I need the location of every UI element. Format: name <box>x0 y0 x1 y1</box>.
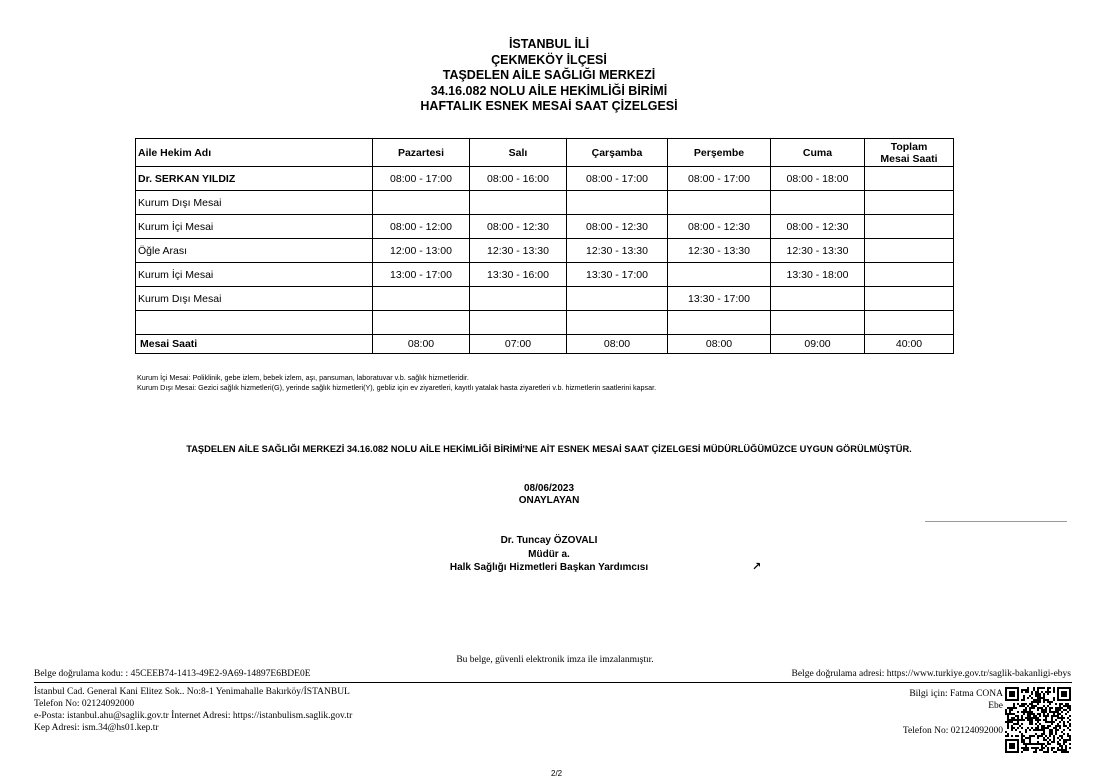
table-cell <box>865 167 954 191</box>
table-cell <box>865 311 954 335</box>
table-row <box>136 263 954 287</box>
table-cell: 12:30 - 13:30 <box>567 239 668 263</box>
info-title: Ebe <box>988 701 1003 711</box>
total-cell: 08:00 <box>373 335 470 354</box>
row-label: Kurum İçi Mesai <box>136 263 373 287</box>
table-cell <box>865 215 954 239</box>
signer-title: Müdür a. <box>528 548 570 560</box>
table-cell <box>373 191 470 215</box>
row-label: Kurum Dışı Mesai <box>136 287 373 311</box>
center-title: TAŞDELEN AİLE SAĞLIĞI MERKEZİ <box>442 68 656 82</box>
total-cell: 09:00 <box>771 335 865 354</box>
info-contact: Bilgi için: Fatma CONA <box>909 689 1003 699</box>
total-cell: 40:00 <box>865 335 954 354</box>
column-header: Salı <box>470 139 567 167</box>
table-cell: 12:00 - 13:00 <box>373 239 470 263</box>
table-cell: 08:00 - 12:30 <box>567 215 668 239</box>
table-cell: 08:00 - 18:00 <box>771 167 865 191</box>
province-title: İSTANBUL İLİ <box>508 37 590 51</box>
table-cell: 08:00 - 12:00 <box>373 215 470 239</box>
table-row <box>136 191 954 215</box>
table-cell: 08:00 - 12:30 <box>771 215 865 239</box>
table-cell: 13:00 - 17:00 <box>373 263 470 287</box>
table-cell <box>668 263 771 287</box>
footer-phone: Telefon No: 02124092000 <box>34 699 135 709</box>
table-cell <box>771 311 865 335</box>
footer-contact <box>34 686 352 734</box>
table-cell <box>567 287 668 311</box>
table-cell <box>865 239 954 263</box>
column-header-total: Toplam Mesai Saati <box>865 139 954 167</box>
unit-title: 34.16.082 NOLU AİLE HEKİMLİĞİ BİRİMİ <box>430 83 668 98</box>
schedule-table <box>135 138 954 354</box>
footer-info <box>909 688 1003 712</box>
table-cell <box>668 311 771 335</box>
table-cell <box>470 311 567 335</box>
notes <box>137 373 656 393</box>
column-header: Aile Hekim Adı <box>136 139 373 167</box>
table-row <box>136 215 954 239</box>
table-cell <box>373 287 470 311</box>
table-cell: 08:00 - 12:30 <box>470 215 567 239</box>
footer-kep: Kep Adresi: ism.34@hs01.kep.tr <box>34 723 159 733</box>
column-header: Pazartesi <box>373 139 470 167</box>
signature-mark: ↗ <box>752 561 762 573</box>
table-row <box>136 311 954 335</box>
note-external: Kurum Dışı Mesai: Gezici sağlık hizmetleri(G), yerinde sağlık hizmetleri(Y), gebliz için ev ziyaretleri, kayıtlı yatalak hasta ziyaretleri v.b. hizmetlerin saatlerini kapsar. <box>137 383 657 392</box>
row-label: Kurum İçi Mesai <box>136 215 373 239</box>
total-cell: 07:00 <box>470 335 567 354</box>
approval-date-block <box>0 483 1098 507</box>
signer-name: Dr. Tuncay ÖZOVALI <box>500 535 598 546</box>
table-cell: 12:30 - 13:30 <box>771 239 865 263</box>
divider <box>925 521 1067 522</box>
verification-code: Belge doğrulama kodu: : 45CEEB74-1413-49E2-9A69-14897E6BDE0E <box>34 669 311 679</box>
row-label: Kurum Dışı Mesai <box>136 191 373 215</box>
footer-label: Mesai Saati <box>136 335 373 354</box>
table-footer-row <box>136 335 954 354</box>
table-cell <box>865 263 954 287</box>
table-cell: 12:30 - 13:30 <box>470 239 567 263</box>
approver-label: ONAYLAYAN <box>518 495 580 506</box>
column-header: Çarşamba <box>567 139 668 167</box>
table-cell <box>470 191 567 215</box>
table-cell <box>865 287 954 311</box>
table-cell <box>865 191 954 215</box>
footer-email: e-Posta: istanbul.ahu@saglik.gov.tr İnternet Adresi: https://istanbulism.saglik.gov.tr <box>34 711 353 721</box>
row-label: Öğle Arası <box>136 239 373 263</box>
row-label: Dr. SERKAN YILDIZ <box>136 167 373 191</box>
table-cell: 13:30 - 17:00 <box>668 287 771 311</box>
column-header: Cuma <box>771 139 865 167</box>
row-label <box>136 311 373 335</box>
table-cell <box>567 311 668 335</box>
table-cell: 13:30 - 17:00 <box>567 263 668 287</box>
total-cell: 08:00 <box>567 335 668 354</box>
footer-right-phone: Telefon No: 02124092000 <box>902 726 1003 736</box>
table-cell <box>373 311 470 335</box>
table-cell: 12:30 - 13:30 <box>668 239 771 263</box>
table-cell <box>771 287 865 311</box>
note-internal: Kurum İçi Mesai: Poliklinik, gebe izlem, bebek izlem, aşı, pansuman, laboratuvar v.b. sağlık hizmetleridir. <box>137 373 469 382</box>
table-cell: 13:30 - 16:00 <box>470 263 567 287</box>
table-cell: 08:00 - 17:00 <box>373 167 470 191</box>
schedule-title: HAFTALIK ESNEK MESAİ SAAT ÇİZELGESİ <box>420 99 678 113</box>
table-row <box>136 287 954 311</box>
esign-note: Bu belge, güvenli elektronik imza ile imzalanmıştır. <box>456 655 654 665</box>
table-cell: 08:00 - 12:30 <box>668 215 771 239</box>
footer-address: İstanbul Cad. General Kani Elitez Sok.. No:8-1 Yenimahalle Bakırköy/İSTANBUL <box>34 687 350 697</box>
footer-divider <box>34 682 1072 683</box>
approval-date: 08/06/2023 <box>523 483 575 494</box>
table-row <box>136 239 954 263</box>
district-title: ÇEKMEKÖY İLÇESİ <box>491 52 607 67</box>
table-header-row <box>136 139 954 167</box>
document-header <box>0 37 1098 115</box>
table-row <box>136 167 954 191</box>
table-cell: 08:00 - 17:00 <box>668 167 771 191</box>
table-cell <box>668 191 771 215</box>
table-cell <box>771 191 865 215</box>
total-cell: 08:00 <box>668 335 771 354</box>
table-cell <box>567 191 668 215</box>
table-cell: 13:30 - 18:00 <box>771 263 865 287</box>
approval-statement: TAŞDELEN AİLE SAĞLIĞI MERKEZİ 34.16.082 NOLU AİLE HEKİMLİĞİ BİRİMİ'NE AİT ESNEK MESAİ SAAT ÇİZELGESİ MÜDÜRLÜĞÜMÜZCE UYGUN GÖRÜLMÜŞTÜR. <box>186 444 912 454</box>
table-cell: 08:00 - 17:00 <box>567 167 668 191</box>
signer-block <box>0 534 1098 575</box>
table-cell: 08:00 - 16:00 <box>470 167 567 191</box>
signer-role: Halk Sağlığı Hizmetleri Başkan Yardımcısı <box>449 562 649 573</box>
qr-code-icon <box>1005 687 1071 753</box>
column-header: Perşembe <box>668 139 771 167</box>
page-number: 2/2 <box>551 769 563 778</box>
table-cell <box>470 287 567 311</box>
verification-address: Belge doğrulama adresi: https://www.turkiye.gov.tr/saglik-bakanligi-ebys <box>791 669 1071 679</box>
